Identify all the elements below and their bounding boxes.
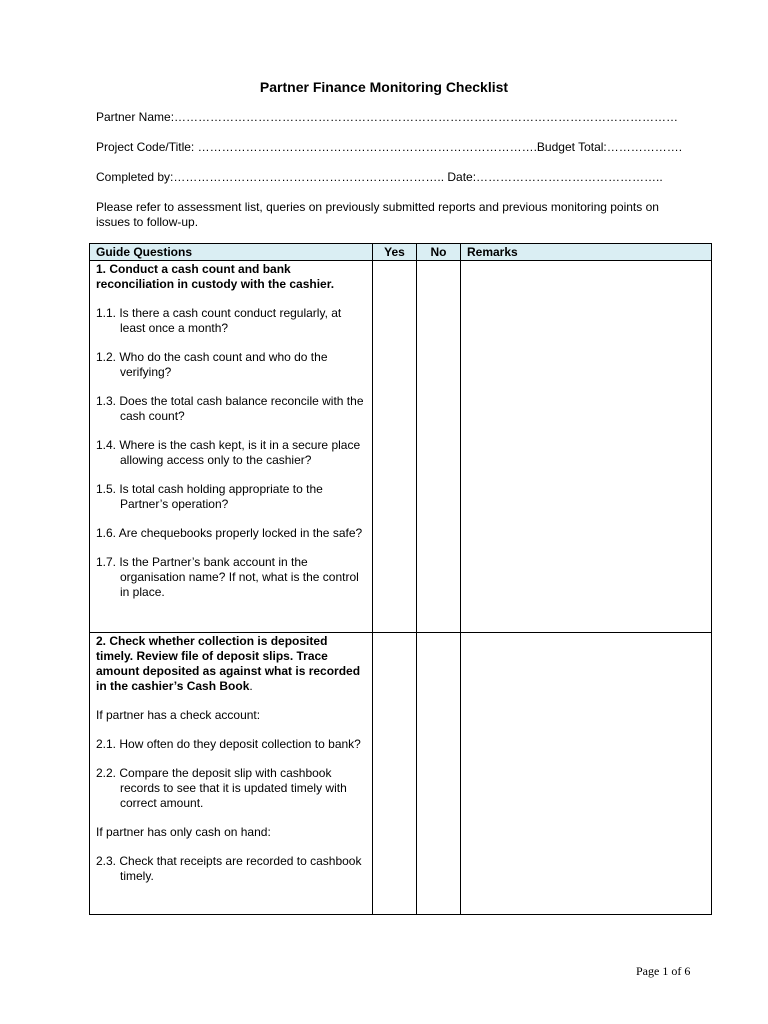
note-check-account: If partner has a check account: bbox=[96, 708, 261, 722]
question-2-2: 2.2. Compare the deposit slip with cashbook records to see that it is updated timely with correct amount. bbox=[96, 766, 347, 810]
section-2-heading-text: 2. Check whether collection is deposited timely. Review file of deposit slips. Trace amount deposited as against what is recorded in the cashier’s Cash Book bbox=[96, 634, 361, 693]
partner-name-field: Partner Name:……………………………………………………………………………………………………………… bbox=[96, 110, 679, 124]
header-remarks: Remarks bbox=[461, 244, 712, 261]
section-2-no-cell[interactable] bbox=[417, 633, 461, 915]
table-row-section-1 bbox=[90, 261, 712, 633]
page-number: Page 1 of 6 bbox=[636, 964, 691, 978]
question-2-3: 2.3. Check that receipts are recorded to cashbook timely. bbox=[96, 854, 362, 883]
question-1-7: 1.7. Is the Partner’s bank account in the organisation name? If not, what is the control in place. bbox=[96, 555, 359, 599]
question-1-2: 1.2. Who do the cash count and who do the verifying? bbox=[96, 350, 328, 379]
section-2-heading-period: . bbox=[249, 679, 253, 693]
question-2-1: 2.1. How often do they deposit collection to bank? bbox=[96, 737, 361, 751]
question-1-5: 1.5. Is total cash holding appropriate to the Partner’s operation? bbox=[96, 482, 323, 511]
section-2-heading bbox=[96, 634, 366, 694]
section-2-remarks-cell[interactable] bbox=[461, 633, 712, 915]
question-1-1: 1.1. Is there a cash count conduct regularly, at least once a month? bbox=[96, 306, 342, 335]
section-2-questions bbox=[90, 633, 373, 915]
section-1-questions bbox=[90, 261, 373, 633]
checklist-table bbox=[89, 243, 712, 915]
document-title: Partner Finance Monitoring Checklist bbox=[259, 79, 509, 95]
question-1-6: 1.6. Are chequebooks properly locked in the safe? bbox=[96, 526, 363, 540]
header-guide-questions: Guide Questions bbox=[90, 244, 373, 261]
question-1-3: 1.3. Does the total cash balance reconcile with the cash count? bbox=[96, 394, 364, 423]
section-1-remarks-cell[interactable] bbox=[461, 261, 712, 633]
section-1-yes-cell[interactable] bbox=[373, 261, 417, 633]
instructions-text: Please refer to assessment list, queries on previously submitted reports and previous monitoring points on issues to follow-up. bbox=[96, 200, 659, 229]
note-cash-only: If partner has only cash on hand: bbox=[96, 825, 271, 839]
completed-by-field: Completed by:………………………………………………………….. Date:……………………………………….. bbox=[96, 170, 663, 184]
question-1-4: 1.4. Where is the cash kept, is it in a secure place allowing access only to the cashier? bbox=[96, 438, 361, 467]
header-yes: Yes bbox=[373, 244, 417, 261]
table-header-row bbox=[90, 244, 712, 261]
section-1-heading: 1. Conduct a cash count and bank reconciliation in custody with the cashier. bbox=[96, 262, 335, 291]
header-no: No bbox=[417, 244, 461, 261]
section-2-yes-cell[interactable] bbox=[373, 633, 417, 915]
section-1-no-cell[interactable] bbox=[417, 261, 461, 633]
table-row-section-2 bbox=[90, 633, 712, 915]
project-code-field: Project Code/Title: ………………………………………………………………………….Budget Total:………………. bbox=[96, 140, 683, 154]
